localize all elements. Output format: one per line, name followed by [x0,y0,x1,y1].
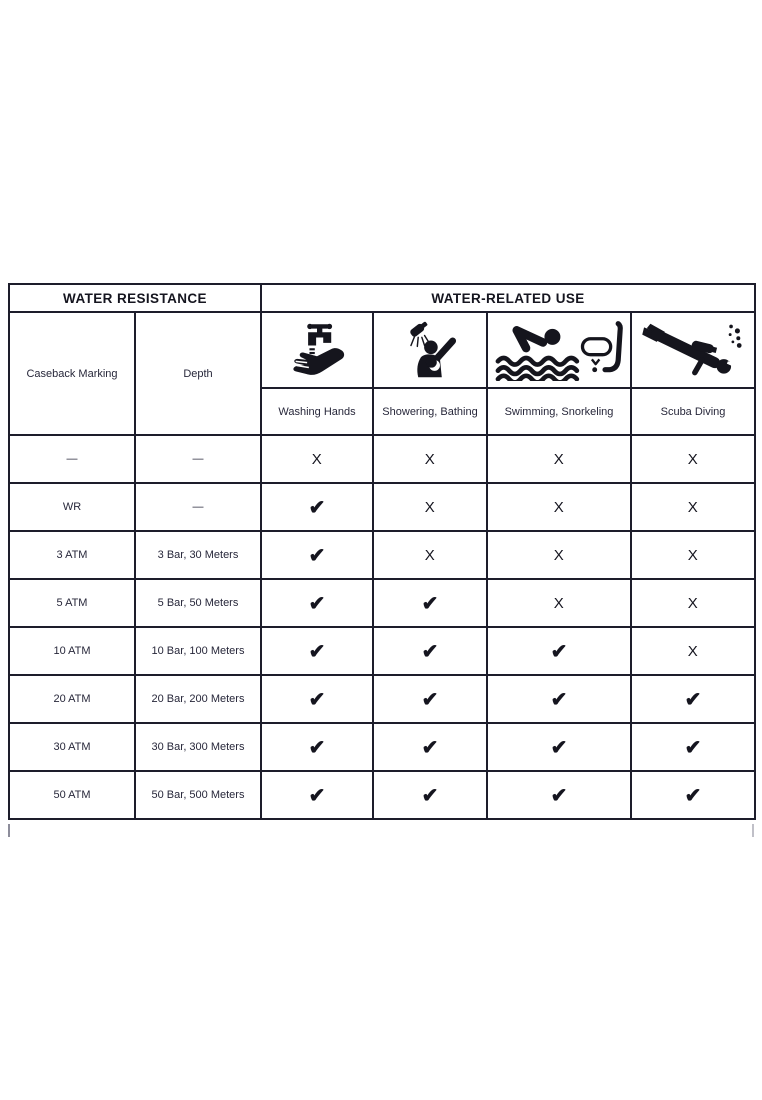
table-row-30atm [9,723,755,771]
depth-value: 50 Bar, 500 Meters [135,771,261,819]
mark-showering: X [373,531,487,579]
column-header-washing-hands: Washing Hands [261,388,373,435]
depth-value: 3 Bar, 30 Meters [135,531,261,579]
mark-scuba: X [631,579,755,627]
water-resistance-header: WATER RESISTANCE [9,284,261,312]
mark-scuba: ✔ [631,771,755,819]
table-row-20atm [9,675,755,723]
washing-hands-icon-cell [261,312,373,388]
mark-swimming: X [487,435,631,483]
table-row-3atm [9,531,755,579]
mark-scuba: X [631,627,755,675]
mark-swimming: ✔ [487,723,631,771]
water-related-use-header: WATER-RELATED USE [261,284,755,312]
caseback-value: 50 ATM [9,771,135,819]
table-border-remnant-right [752,824,754,837]
caseback-value: 3 ATM [9,531,135,579]
mark-washing: ✔ [261,579,373,627]
caseback-value: 5 ATM [9,579,135,627]
table-row-5atm [9,579,755,627]
mark-scuba: ✔ [631,675,755,723]
swimming-snorkeling-icon [493,319,625,381]
depth-value: — [135,483,261,531]
mark-washing: X [261,435,373,483]
depth-value: — [135,435,261,483]
mark-washing: ✔ [261,675,373,723]
mark-scuba: X [631,435,755,483]
scuba-diving-icon-cell [631,312,755,388]
depth-value: 10 Bar, 100 Meters [135,627,261,675]
swimming-snorkeling-icon-cell [487,312,631,388]
mark-showering: ✔ [373,627,487,675]
mark-swimming: ✔ [487,627,631,675]
depth-value: 30 Bar, 300 Meters [135,723,261,771]
mark-washing: ✔ [261,531,373,579]
icon-header-row [9,312,755,388]
table-row-10atm [9,627,755,675]
column-header-swimming-snorkeling: Swimming, Snorkeling [487,388,631,435]
mark-scuba: X [631,483,755,531]
column-header-scuba-diving: Scuba Diving [631,388,755,435]
mark-washing: ✔ [261,627,373,675]
mark-showering: X [373,483,487,531]
column-header-showering-bathing: Showering, Bathing [373,388,487,435]
washing-hands-icon [285,322,349,378]
mark-showering: ✔ [373,771,487,819]
mark-swimming: ✔ [487,675,631,723]
mark-swimming: ✔ [487,771,631,819]
mark-washing: ✔ [261,483,373,531]
mark-washing: ✔ [261,771,373,819]
mark-swimming: X [487,531,631,579]
depth-value: 5 Bar, 50 Meters [135,579,261,627]
caseback-value: 20 ATM [9,675,135,723]
depth-value: 20 Bar, 200 Meters [135,675,261,723]
water-resistance-table [8,283,756,820]
mark-swimming: X [487,579,631,627]
mark-showering: ✔ [373,579,487,627]
table-border-remnant-left [8,824,10,837]
mark-washing: ✔ [261,723,373,771]
showering-icon-cell [373,312,487,388]
caseback-value: WR [9,483,135,531]
scuba-diving-icon [641,321,745,379]
mark-swimming: X [487,483,631,531]
mark-showering: ✔ [373,675,487,723]
column-header-caseback-marking: Caseback Marking [9,312,135,435]
mark-scuba: ✔ [631,723,755,771]
table-row-50atm [9,771,755,819]
caseback-value: — [9,435,135,483]
group-header-row [9,284,755,312]
column-header-depth: Depth [135,312,261,435]
table-row-wr [9,483,755,531]
mark-showering: X [373,435,487,483]
table-row-none [9,435,755,483]
caseback-value: 30 ATM [9,723,135,771]
mark-scuba: X [631,531,755,579]
showering-icon [401,321,459,379]
mark-showering: ✔ [373,723,487,771]
caseback-value: 10 ATM [9,627,135,675]
